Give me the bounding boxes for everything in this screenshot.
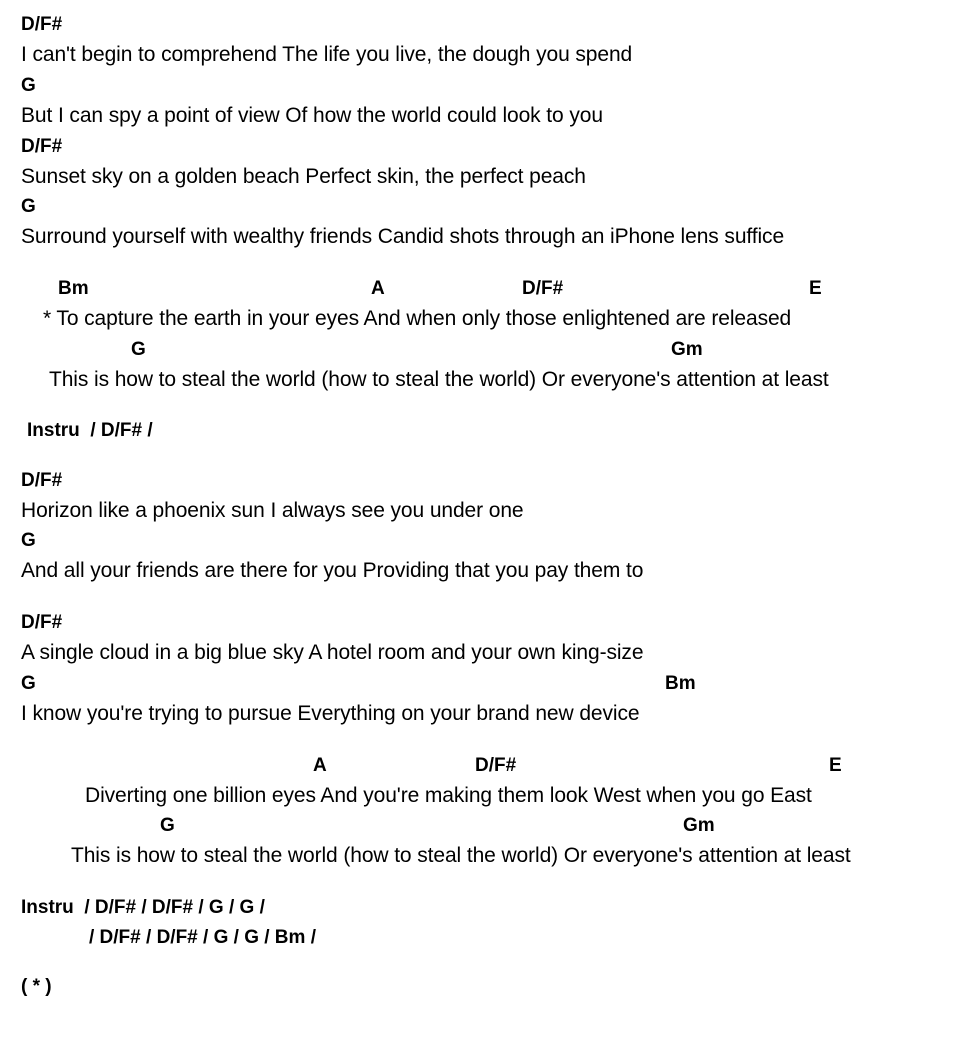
chord-label: D/F#	[475, 755, 517, 776]
chord-label: G	[131, 339, 146, 360]
chord-label: Gm	[683, 815, 715, 836]
chord-label: G	[21, 196, 36, 217]
instrumental-line: Instru / D/F# /	[27, 420, 153, 441]
lyric-line: Diverting one billion eyes And you're making them look West when you go East	[85, 784, 812, 807]
chord-label: G	[160, 815, 175, 836]
chord-label: D/F#	[522, 278, 564, 299]
lyric-line: Surround yourself with wealthy friends Candid shots through an iPhone lens suffice	[21, 225, 785, 248]
chord-label: Bm	[665, 673, 696, 694]
instrumental-line: / D/F# / D/F# / G / G / Bm /	[89, 927, 316, 948]
chord-label: G	[21, 673, 36, 694]
chord-label: E	[809, 278, 822, 299]
lyric-line: * To capture the earth in your eyes And when only those enlightened are released	[43, 307, 792, 330]
lyric-line: This is how to steal the world (how to steal the world) Or everyone's attention at least	[71, 844, 851, 867]
chord-label: G	[21, 75, 36, 96]
lyric-line: But I can spy a point of view Of how the world could look to you	[21, 104, 603, 127]
lyric-line: And all your friends are there for you Providing that you pay them to	[21, 559, 644, 582]
lyric-line: Horizon like a phoenix sun I always see you under one	[21, 499, 524, 522]
repeat-chorus-marker: ( * )	[21, 976, 52, 997]
chord-label: A	[313, 755, 327, 776]
lyric-line: A single cloud in a big blue sky A hotel room and your own king-size	[21, 641, 644, 664]
chord-label: A	[371, 278, 385, 299]
chord-label: D/F#	[21, 470, 63, 491]
lyric-line: This is how to steal the world (how to steal the world) Or everyone's attention at least	[49, 368, 829, 391]
chord-label: Bm	[58, 278, 89, 299]
lyric-line: I can't begin to comprehend The life you live, the dough you spend	[21, 43, 633, 66]
lyric-line: I know you're trying to pursue Everything on your brand new device	[21, 702, 640, 725]
chord-label: G	[21, 530, 36, 551]
instrumental-line: Instru / D/F# / D/F# / G / G /	[21, 897, 265, 918]
chord-label: D/F#	[21, 14, 63, 35]
lyric-line: Sunset sky on a golden beach Perfect skin, the perfect peach	[21, 165, 586, 188]
chord-label: D/F#	[21, 136, 63, 157]
chord-label: E	[829, 755, 842, 776]
chord-label: Gm	[671, 339, 703, 360]
chord-label: D/F#	[21, 612, 63, 633]
